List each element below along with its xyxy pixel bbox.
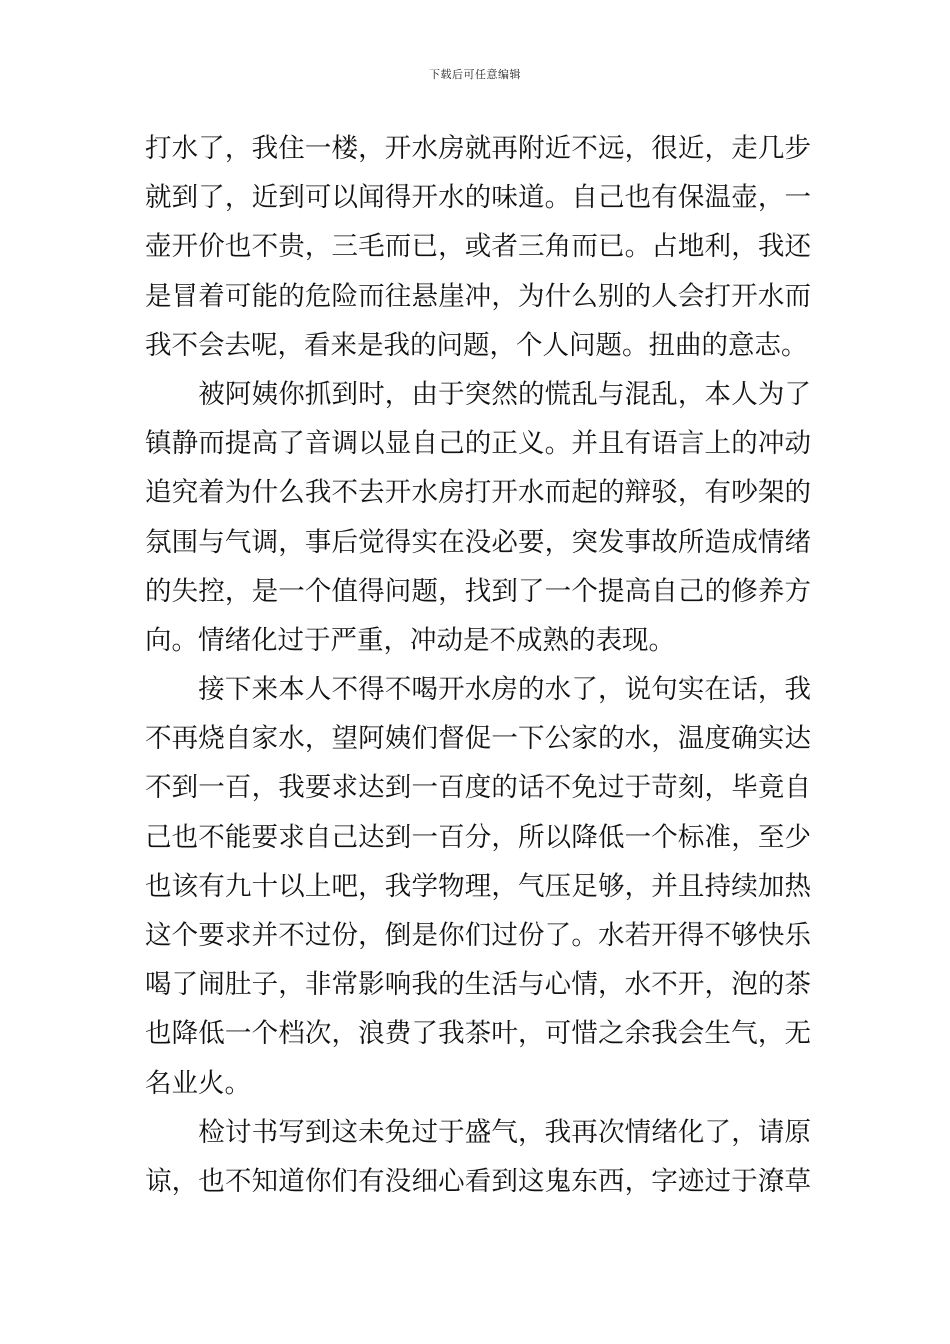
text-line: 喝了闹肚子，非常影响我的生活与心情，水不开，泡的茶 [145, 969, 811, 1001]
text-line: 向。情绪化过于严重，冲动是不成熟的表现。 [145, 624, 675, 656]
text-line: 名业火。 [145, 1067, 251, 1099]
text-line: 我不会去呢，看来是我的问题，个人问题。扭曲的意志。 [145, 329, 808, 361]
paragraph [145, 665, 811, 1108]
text-line: 追究着为什么我不去开水房打开水而起的辩驳，有吵架的 [145, 477, 811, 509]
paragraph [145, 1108, 811, 1206]
text-line: 己也不能要求自己达到一百分，所以降低一个标准，至少 [145, 821, 811, 853]
text-line: 的失控，是一个值得问题，找到了一个提高自己的修养方 [145, 575, 811, 607]
text-line: 镇静而提高了音调以显自己的正义。并且有语言上的冲动 [145, 428, 811, 460]
text-line: 氛围与气调，事后觉得实在没必要，突发事故所造成情绪 [145, 526, 811, 558]
document-body [145, 124, 811, 1206]
text-line: 也降低一个档次，浪费了我茶叶，可惜之余我会生气，无 [145, 1018, 811, 1050]
text-line: 不再烧自家水，望阿姨们督促一下公家的水，温度确实达 [145, 723, 811, 755]
text-line: 也该有九十以上吧，我学物理，气压足够，并且持续加热 [145, 870, 811, 902]
text-line: 不到一百，我要求达到一百度的话不免过于苛刻，毕竟自 [145, 772, 811, 804]
text-line: 是冒着可能的危险而往悬崖冲，为什么别的人会打开水而 [145, 280, 811, 312]
text-line: 接下来本人不得不喝开水房的水了，说句实在话，我 [145, 674, 811, 706]
text-line: 被阿姨你抓到时，由于突然的慌乱与混乱，本人为了 [145, 378, 811, 410]
text-line: 就到了，近到可以闻得开水的味道。自己也有保温壶，一 [145, 182, 811, 214]
text-line: 打水了，我住一楼，开水房就再附近不远，很近，走几步 [145, 133, 811, 164]
header-note: 下载后可任意编辑 [429, 68, 521, 81]
text-line: 壶开价也不贵，三毛而已，或者三角而已。占地利，我还 [145, 231, 811, 263]
text-line: 这个要求并不过份，倒是你们过份了。水若开得不够快乐 [145, 920, 811, 951]
text-line: 谅，也不知道你们有没细心看到这鬼东西，字迹过于潦草 [145, 1165, 811, 1197]
text-line: 检讨书写到这未免过于盛气，我再次情绪化了，请原 [145, 1116, 811, 1148]
paragraph [145, 370, 811, 665]
paragraph [145, 124, 811, 370]
